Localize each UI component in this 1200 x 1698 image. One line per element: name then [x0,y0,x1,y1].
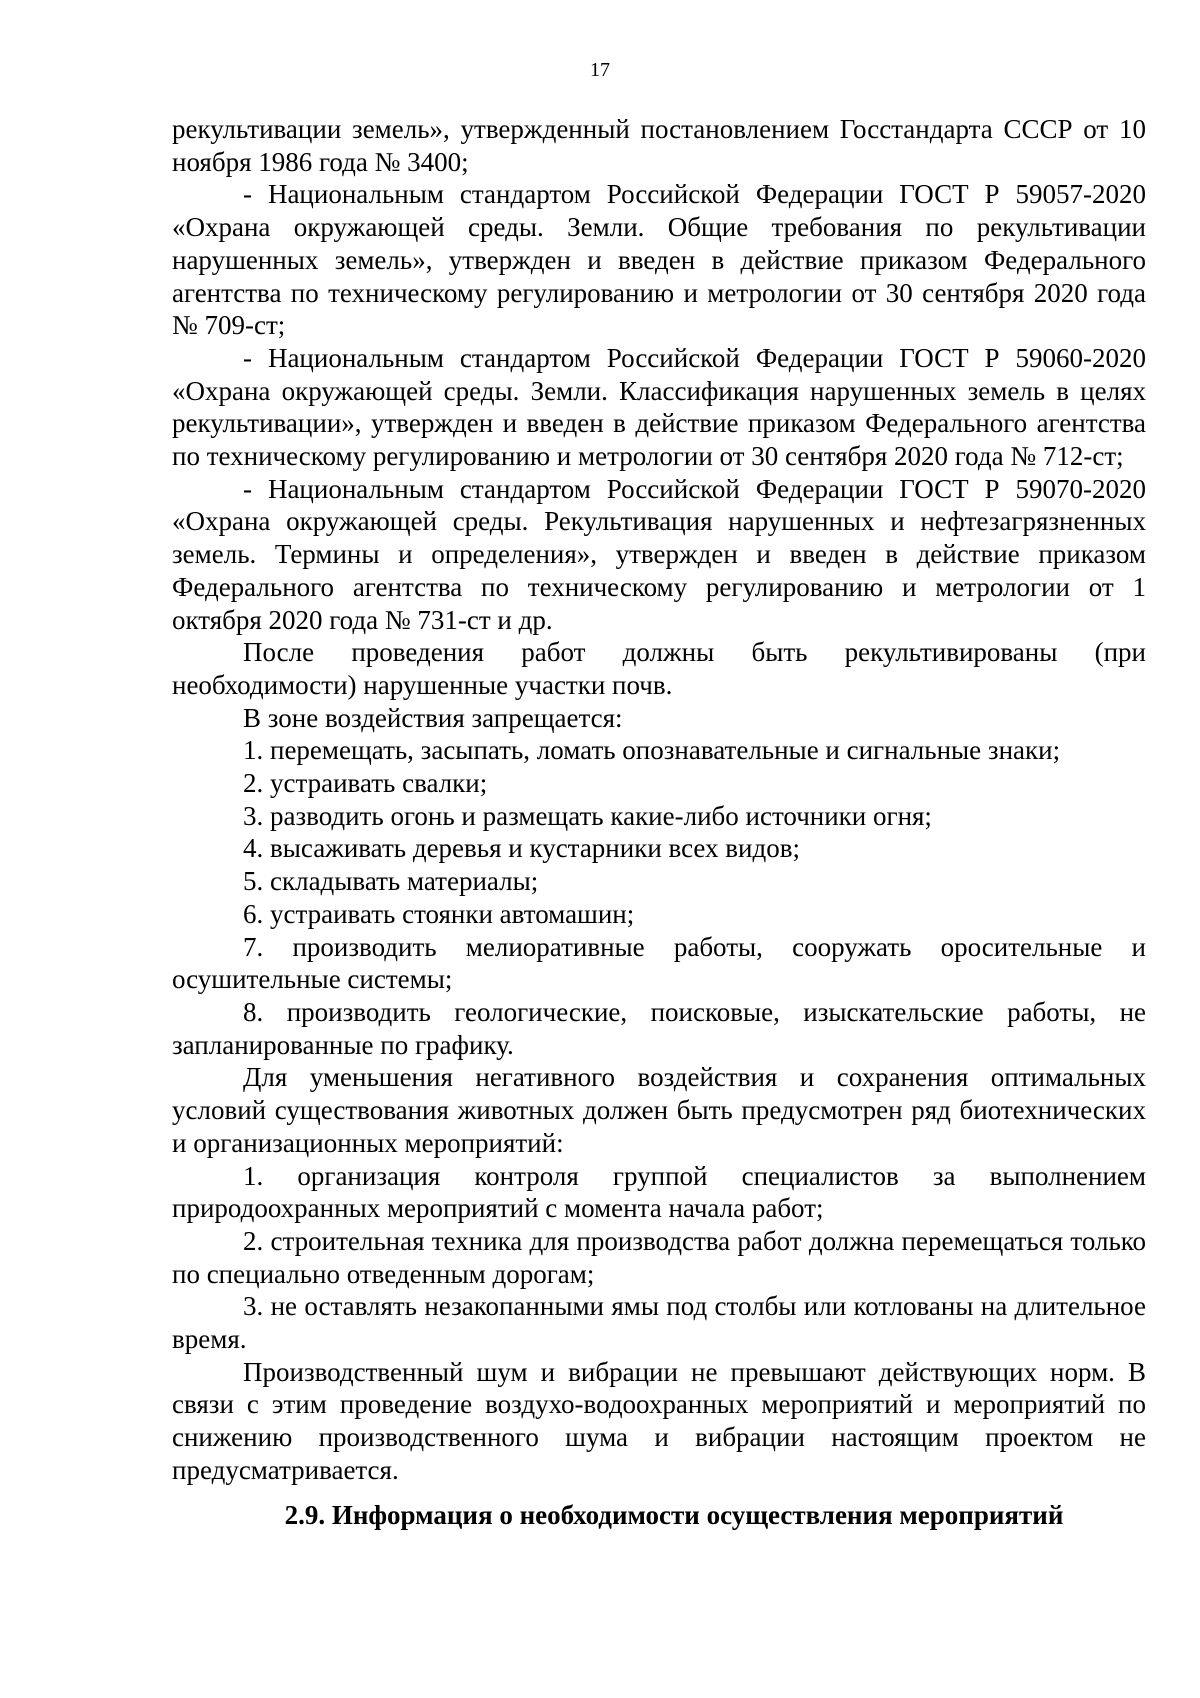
prohibited-item-5: 5. складывать материалы; [243,866,539,897]
paragraph-recultivation: После проведения работ должны быть рекультивированы (при необходимости) нарушенные участки почв. [172,637,1146,700]
document-body [172,113,1146,1531]
list-item-gost-59070: - Национальным стандартом Российской Федерации ГОСТ Р 59070-2020 «Охрана окружающей среды. Рекультивация нарушенных и нефтезагрязненных земель. Термины и определения», утвержден и введен в действие приказом Федерального агентства по техническому регулированию и метрологии от 1 октября 2020 года № 731-ст и др. [172,473,1146,635]
prohibited-item-3: 3. разводить огонь и размещать какие-либо источники огня; [243,800,932,831]
prohibited-item-6: 6. устраивать стоянки автомашин; [243,898,635,929]
prohibited-item-8: 8. производить геологические, поисковые, изыскательские работы, не запланированные по графику. [172,996,1146,1060]
measure-item-3: 3. не оставлять незакопанными ямы под столбы или котлованы на длительное время. [172,1291,1146,1355]
measure-item-1: 1. организация контроля группой специалистов за выполнением природоохранных мероприятий с момента начала работ; [172,1160,1146,1224]
prohibited-item-4: 4. высаживать деревья и кустарники всех видов; [243,833,800,864]
prohibited-item-1: 1. перемещать, засыпать, ломать опознавательные и сигнальные знаки; [243,735,1061,766]
list-item-gost-59060: - Национальным стандартом Российской Федерации ГОСТ Р 59060-2020 «Охрана окружающей среды. Земли. Классификация нарушенных земель в целях рекультивации», утвержден и введен в действие приказом Федерального агентства по техническому регулированию и метрологии от 30 сентября 2020 года № 712-ст; [172,342,1146,472]
prohibited-item-2: 2. устраивать свалки; [243,768,488,799]
list-item-gost-59057: - Национальным стандартом Российской Федерации ГОСТ Р 59057-2020 «Охрана окружающей среды. Земли. Общие требования по рекультивации нарушенных земель», утвержден и введен в действие приказом Федерального агентства по техническому регулированию и метрологии от 30 сентября 2020 года № 709-ст; [172,179,1146,341]
measure-item-2: 2. строительная техника для производства работ должна перемещаться только по специально отведенным дорогам; [172,1225,1146,1289]
section-heading: 2.9. Информация о необходимости осуществления мероприятий [284,1499,1064,1530]
prohibited-item-7: 7. производить мелиоративные работы, сооружать оросительные и осушительные системы; [172,931,1146,995]
paragraph-prohibited-intro: В зоне воздействия запрещается: [243,702,623,733]
page-number: 17 [590,59,610,81]
paragraph-noise: Производственный шум и вибрации не превышают действующих норм. В связи с этим проведение воздухо-водоохранных мероприятий и мероприятий по снижению производственного шума и вибрации настоящим проектом не предусматривается. [172,1356,1146,1485]
paragraph-measures-intro: Для уменьшения негативного воздействия и сохранения оптимальных условий существования животных должен быть предусмотрен ряд биотехнических и организационных мероприятий: [172,1062,1146,1158]
paragraph-continuation: рекультивации земель», утвержденный постановлением Госстандарта СССР от 10 ноября 1986 года № 3400; [172,114,1146,177]
